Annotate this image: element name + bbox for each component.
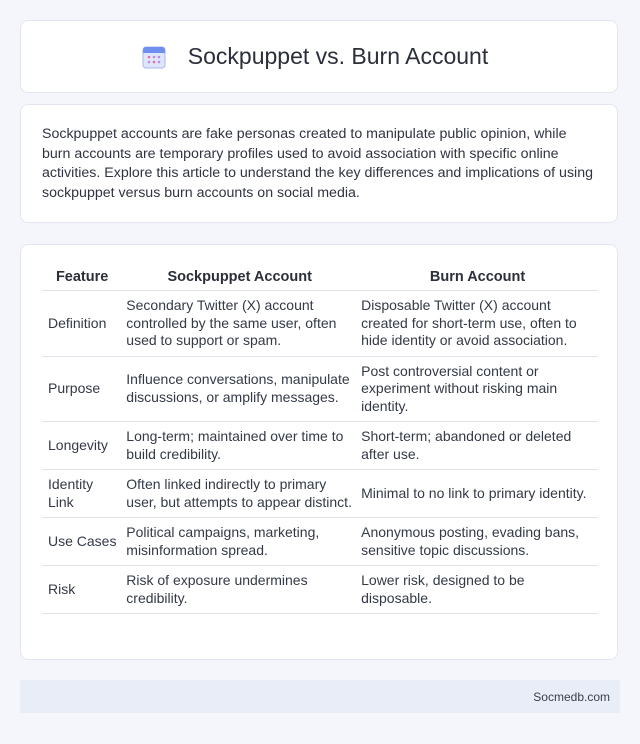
sockpuppet-cell: Long-term; maintained over time to build credibility. <box>122 422 357 470</box>
burn-cell: Minimal to no link to primary identity. <box>357 470 598 518</box>
burn-cell: Disposable Twitter (X) account created for short-term use, often to hide identity or avoid association. <box>357 291 598 357</box>
table-row <box>42 356 598 422</box>
feature-cell: Definition <box>42 291 122 357</box>
table-row <box>42 566 598 614</box>
table-row <box>42 470 598 518</box>
table-header-row <box>42 263 598 291</box>
table-row <box>42 291 598 357</box>
column-header-feature: Feature <box>42 263 122 291</box>
sockpuppet-cell: Influence conversations, manipulate discussions, or amplify messages. <box>122 356 357 422</box>
page-title: Sockpuppet vs. Burn Account <box>187 43 489 69</box>
table-row <box>42 422 598 470</box>
intro-text: Sockpuppet accounts are fake personas created to manipulate public opinion, while burn accounts are temporary profiles used to avoid association with specific online activities. Explore this article to understand the key differences and implications of using sockpuppet versus burn accounts on social media. <box>42 126 593 201</box>
footer-site-link[interactable]: Socmedb.com <box>533 689 610 704</box>
sockpuppet-cell: Often linked indirectly to primary user, but attempts to appear distinct. <box>122 470 357 518</box>
title-card <box>20 20 618 93</box>
burn-cell: Lower risk, designed to be disposable. <box>357 566 598 614</box>
feature-cell: Use Cases <box>42 518 122 566</box>
feature-cell: Identity Link <box>42 470 122 518</box>
comparison-table <box>42 263 598 614</box>
feature-cell: Risk <box>42 566 122 614</box>
sockpuppet-cell: Secondary Twitter (X) account controlled by the same user, often used to support or spam. <box>122 291 357 357</box>
feature-cell: Purpose <box>42 356 122 422</box>
burn-cell: Short-term; abandoned or deleted after use. <box>357 422 598 470</box>
column-header-sockpuppet: Sockpuppet Account <box>122 263 357 291</box>
feature-cell: Longevity <box>42 422 122 470</box>
calendar-icon <box>142 45 166 69</box>
column-header-burn: Burn Account <box>357 263 598 291</box>
burn-cell: Post controversial content or experiment without risking main identity. <box>357 356 598 422</box>
intro-card <box>20 104 618 223</box>
comparison-card <box>20 244 618 660</box>
table-row <box>42 518 598 566</box>
sockpuppet-cell: Risk of exposure undermines credibility. <box>122 566 357 614</box>
footer <box>20 680 620 713</box>
burn-cell: Anonymous posting, evading bans, sensitive topic discussions. <box>357 518 598 566</box>
sockpuppet-cell: Political campaigns, marketing, misinformation spread. <box>122 518 357 566</box>
